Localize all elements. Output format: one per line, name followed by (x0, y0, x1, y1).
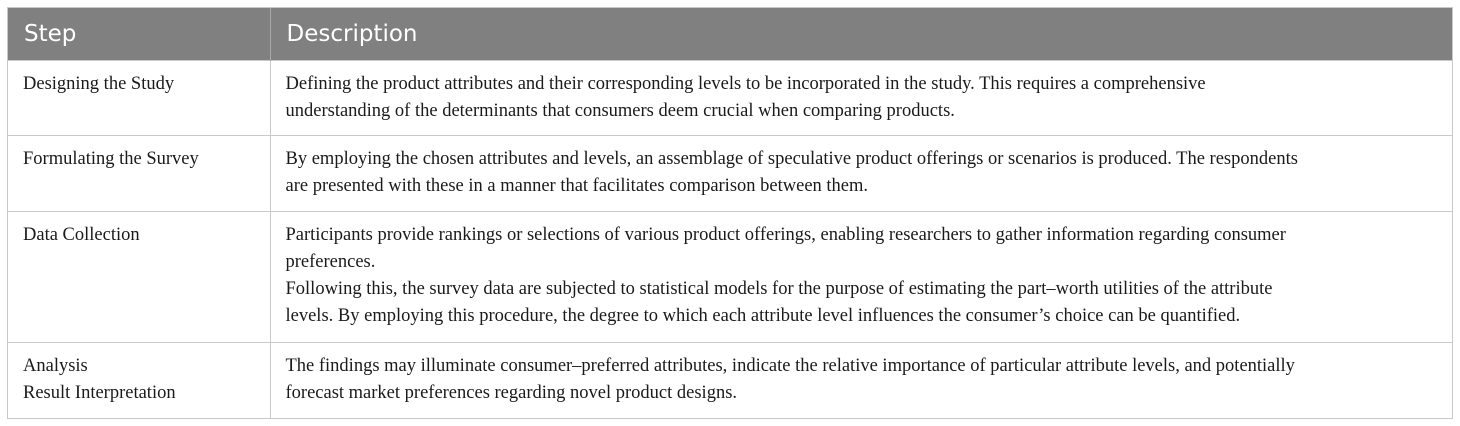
description-cell (270, 211, 1452, 342)
description-cell (270, 342, 1452, 418)
step-text: Result Interpretation (23, 382, 176, 403)
step-text: Analysis (23, 355, 88, 376)
description-line: Defining the product attributes and their corresponding levels to be incorporated in the study. This requires a comprehensive (285, 73, 1206, 94)
header-description: Description (270, 8, 1452, 60)
step-cell (8, 60, 270, 135)
description-line: understanding of the determinants that consumers deem crucial when comparing products. (285, 100, 955, 121)
description-line: preferences. (285, 251, 376, 272)
description-line: The findings may illuminate consumer–preferred attributes, indicate the relative importance of particular attribute levels, and potentially (285, 355, 1295, 376)
description-line: levels. By employing this procedure, the degree to which each attribute level influences the consumer’s choice can be quantified. (285, 305, 1241, 326)
steps-table (8, 8, 1452, 418)
step-cell (8, 211, 270, 342)
description-cell (270, 135, 1452, 211)
description-line: Participants provide rankings or selections of various product offerings, enabling researchers to gather information regarding consumer (285, 224, 1286, 245)
description-line: forecast market preferences regarding novel product designs. (285, 382, 738, 403)
step-cell (8, 342, 270, 418)
description-cell (270, 60, 1452, 135)
table-header-row (8, 8, 1452, 60)
table-row (8, 342, 1452, 418)
header-step: Step (8, 8, 270, 60)
step-cell (8, 135, 270, 211)
table-row (8, 60, 1452, 135)
table-row (8, 135, 1452, 211)
steps-table-container (7, 7, 1453, 419)
step-text: Designing the Study (23, 73, 175, 94)
description-line: Following this, the survey data are subjected to statistical models for the purpose of estimating the part–worth utilities of the attribute (285, 278, 1273, 299)
step-text: Data Collection (23, 224, 140, 245)
description-line: By employing the chosen attributes and levels, an assemblage of speculative product offerings or scenarios is produced. The respondents (285, 148, 1298, 169)
step-text: Formulating the Survey (23, 148, 199, 169)
description-line: are presented with these in a manner that facilitates comparison between them. (285, 175, 869, 196)
table-row (8, 211, 1452, 342)
